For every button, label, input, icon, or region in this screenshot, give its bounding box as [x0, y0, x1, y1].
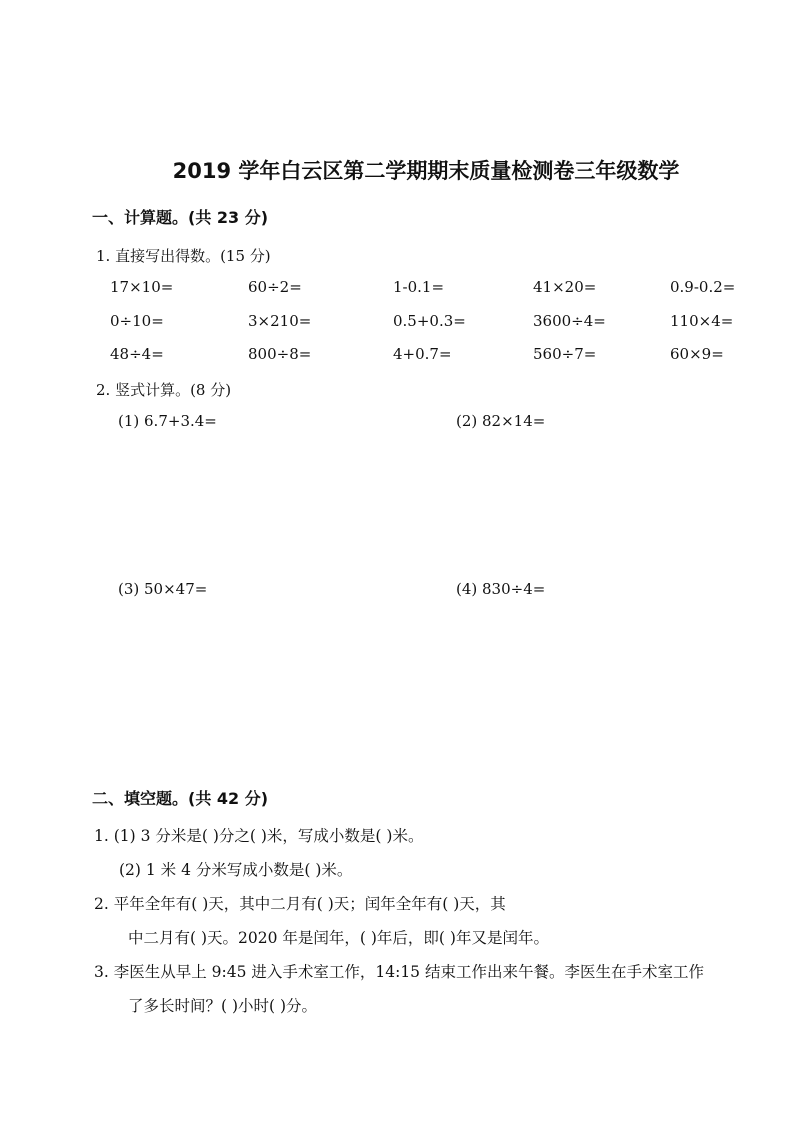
vertical-calc-item: (3) 50×47= — [118, 580, 208, 598]
fill-blank-line: 2. 平年全年有( )天，其中二月有( )天；闰年全年有( )天，其 — [94, 895, 506, 913]
calc-item: 41×20= — [533, 278, 597, 296]
section-2-heading: 二、填空题。(共 42 分) — [92, 789, 269, 808]
calc-item: 0.5+0.3= — [393, 312, 466, 330]
calc-item: 800÷8= — [248, 345, 312, 363]
calc-item: 17×10= — [110, 278, 174, 296]
fill-blank-line: (2) 1 米 4 分米写成小数是( )米。 — [119, 861, 353, 879]
calc-item: 3×210= — [248, 312, 312, 330]
calc-item: 48÷4= — [110, 345, 164, 363]
fill-blank-line: 了多长时间？( )小时( )分。 — [128, 997, 318, 1015]
section-1-heading: 一、计算题。(共 23 分) — [92, 208, 269, 227]
calc-item: 3600÷4= — [533, 312, 606, 330]
vertical-calc-item: (1) 6.7+3.4= — [118, 412, 217, 430]
calc-item: 0÷10= — [110, 312, 164, 330]
fill-blank-line: 中二月有( )天。2020 年是闰年，( )年后，即( )年又是闰年。 — [128, 929, 549, 947]
vertical-calc-item: (2) 82×14= — [456, 412, 546, 430]
vertical-calc-item: (4) 830÷4= — [456, 580, 546, 598]
calc-item: 560÷7= — [533, 345, 597, 363]
calc-item: 60÷2= — [248, 278, 302, 296]
calc-item: 1-0.1= — [393, 278, 445, 296]
calc-item: 110×4= — [670, 312, 734, 330]
question-2-label: 2. 竖式计算。(8 分) — [96, 381, 232, 399]
fill-blank-line: 3. 李医生从早上 9:45 进入手术室工作，14:15 结束工作出来午餐。李医生在手术室工作 — [94, 963, 704, 981]
calc-item: 0.9-0.2= — [670, 278, 736, 296]
page-title: 2019 学年白云区第二学期期末质量检测卷三年级数学 — [172, 159, 680, 183]
fill-blank-line: 1. (1) 3 分米是( )分之( )米，写成小数是( )米。 — [94, 827, 424, 845]
question-1-label: 1. 直接写出得数。(15 分) — [96, 247, 271, 265]
calc-item: 60×9= — [670, 345, 724, 363]
calc-item: 4+0.7= — [393, 345, 452, 363]
